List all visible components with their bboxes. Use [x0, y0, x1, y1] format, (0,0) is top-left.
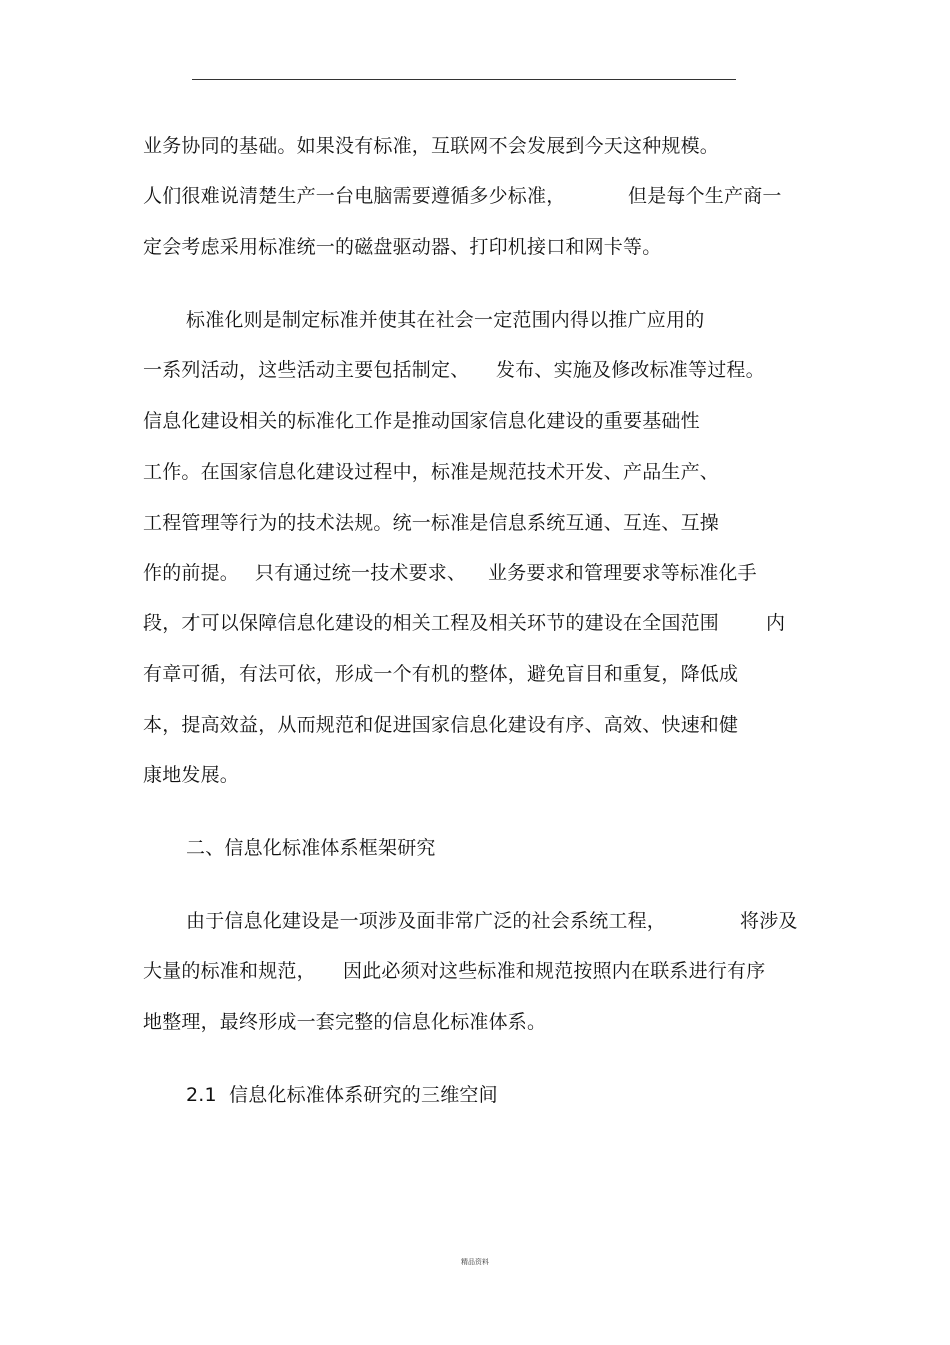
body-text-line: 康地发展。: [143, 764, 240, 786]
body-text-line: 信息化建设相关的标准化工作是推动国家信息化建设的重要基础性: [143, 410, 700, 432]
body-text-line: 因此必须对这些标准和规范按照内在联系进行有序: [343, 960, 766, 982]
body-text-line: 将涉及: [740, 910, 798, 932]
page-footer: 精品资料: [461, 1258, 489, 1266]
body-text-line: 工程管理等行为的技术法规。统一标准是信息系统互通、互连、互操: [143, 512, 720, 534]
body-text-line: 只有通过统一技术要求、: [255, 562, 467, 584]
body-text-line: 有章可循，有法可依，形成一个有机的整体，避免盲目和重复，降低成: [143, 663, 739, 685]
header-rule: [192, 79, 736, 80]
body-text-line: 定会考虑采用标准统一的磁盘驱动器、打印机接口和网卡等。: [143, 236, 662, 258]
body-text-line: 大量的标准和规范，: [143, 960, 316, 982]
body-text-line: 发布、实施及修改标准等过程。: [496, 359, 765, 381]
body-text-line: 段，才可以保障信息化建设的相关工程及相关环节的建设在全国范围: [143, 612, 720, 634]
body-text-line: 业务要求和管理要求等标准化手: [488, 562, 757, 584]
body-text-line: 作的前提。: [143, 562, 240, 584]
body-text-line: 由于信息化建设是一项涉及面非常广泛的社会系统工程，: [186, 910, 667, 932]
section-heading: 二、信息化标准体系框架研究: [186, 837, 436, 859]
body-text-line: 标准化则是制定标准并使其在社会一定范围内得以推广应用的: [186, 309, 705, 331]
body-text-line: 人们很难说清楚生产一台电脑需要遵循多少标准，: [143, 185, 566, 207]
body-text-line: 本，提高效益，从而规范和促进国家信息化建设有序、高效、快速和健: [143, 714, 739, 736]
body-text-line: 地整理，最终形成一套完整的信息化标准体系。: [143, 1011, 547, 1033]
subsection-heading: 信息化标准体系研究的三维空间: [229, 1084, 498, 1106]
body-text-line: 工作。在国家信息化建设过程中，标准是规范技术开发、产品生产、: [143, 461, 720, 483]
body-text-line: 内: [766, 612, 786, 634]
body-text-line: 但是每个生产商一: [628, 185, 782, 207]
subsection-number: 2.1: [186, 1084, 217, 1106]
body-text-line: 业务协同的基础。如果没有标准，互联网不会发展到今天这种规模。: [143, 135, 720, 157]
body-text-line: 一系列活动，这些活动主要包括制定、: [143, 359, 470, 381]
